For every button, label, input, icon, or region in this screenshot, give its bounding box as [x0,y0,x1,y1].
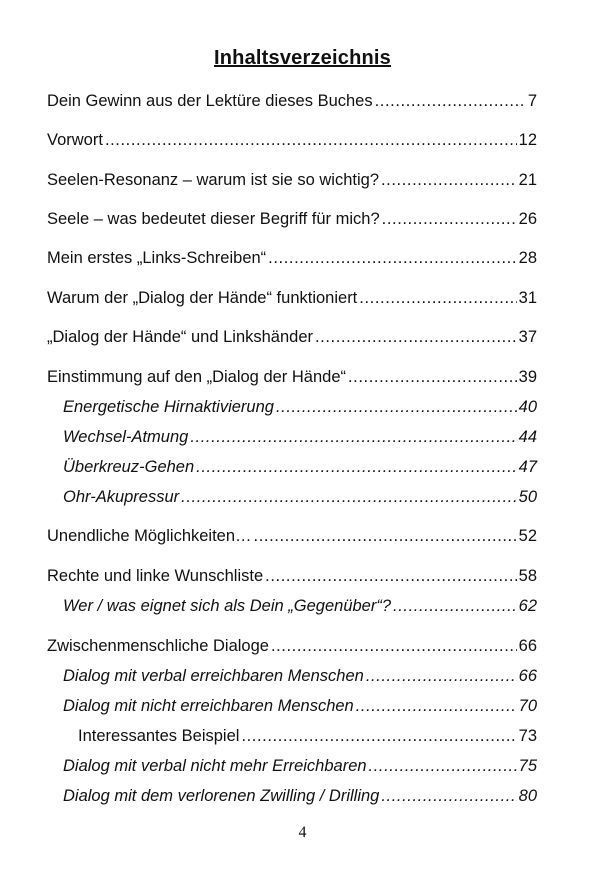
toc-subentry [63,666,537,686]
toc-entry [47,566,537,586]
toc-entry-page: 39 [518,368,537,386]
dot-leader [382,209,517,229]
toc-entry-page: 66 [518,637,537,655]
page-number: 4 [298,824,307,841]
dot-leader [366,666,517,686]
dot-leader [375,91,526,111]
dot-leader [190,427,516,447]
toc-entry-title: Wer / was eignet sich als Dein „Gegenüber“? [63,597,392,615]
toc-entry-title: Dialog mit dem verlorenen Zwilling / Drilling [63,787,380,805]
toc-subentry [63,596,537,616]
toc-subentry [63,696,537,716]
toc-entry-title: Wechsel-Atmung [63,428,189,446]
dot-leader [268,248,516,268]
toc-entry-page: 70 [518,697,537,715]
toc-subsubentry [78,726,537,746]
toc-entry-title: Warum der „Dialog der Hände“ funktioniert [47,289,358,307]
dot-leader [196,457,516,477]
toc-entry-page: 62 [518,597,537,615]
dot-leader [393,596,517,616]
toc-entry-page: 7 [527,92,537,110]
dot-leader [105,130,517,150]
dot-leader [348,367,517,387]
toc-entry [47,526,537,546]
toc-subentry [63,397,537,417]
toc-entry-page: 58 [518,567,537,585]
toc-entry-page: 37 [518,328,537,346]
toc-entry [47,248,537,268]
toc-entry [47,170,537,190]
toc-entry-title: Rechte und linke Wunschliste [47,567,264,585]
toc-entry-title: Einstimmung auf den „Dialog der Hände“ [47,368,346,386]
toc-entry [47,636,537,656]
toc-entry-page: 66 [518,667,537,685]
toc-entry [47,367,537,387]
toc-entry-title: Ohr-Akupressur [63,488,180,506]
dot-leader [271,636,517,656]
toc-entry-page: 47 [518,458,537,476]
toc-entry-title: Seele – was bedeutet dieser Begriff für mich? [47,210,380,228]
dot-leader [381,786,516,806]
dot-leader [381,170,517,190]
toc-subentry [63,487,537,507]
toc-entry-title: Dein Gewinn aus der Lektüre dieses Buches [47,92,373,110]
toc-entry-page: 28 [518,249,537,267]
toc-subentry [63,427,537,447]
toc-entry-page: 31 [518,289,537,307]
dot-leader [181,487,516,507]
toc-entry-title: „Dialog der Hände“ und Linkshänder [47,328,313,346]
toc-entry-page: 40 [518,398,537,416]
toc-entry-title: Seelen-Resonanz – warum ist sie so wichtig? [47,171,379,189]
toc-entry-page: 52 [518,527,537,545]
toc-entry [47,130,537,150]
toc-entry-page: 75 [518,757,537,775]
toc-entry-page: 73 [518,727,537,745]
toc-subentry [63,756,537,776]
dot-leader [265,566,516,586]
toc-entry [47,288,537,308]
toc-entry-page: 26 [518,210,537,228]
toc-entry-title: Dialog mit nicht erreichbaren Menschen [63,697,354,715]
toc-entry-title: Interessantes Beispiel [78,727,240,745]
toc-entry-page: 50 [518,488,537,506]
toc-entry [47,327,537,347]
toc-entry [47,91,537,111]
toc-entry-title: Energetische Hirnaktivierung [63,398,274,416]
dot-leader [254,526,517,546]
dot-leader [369,756,517,776]
toc-subentry [63,786,537,806]
toc-entry-title: Dialog mit verbal erreichbaren Menschen [63,667,364,685]
toc-title: Inhaltsverzeichnis [214,47,391,69]
toc-entry-page: 21 [518,171,537,189]
dot-leader [356,696,517,716]
dot-leader [315,327,517,347]
toc-entry-page: 12 [518,131,537,149]
toc-entry-page: 44 [518,428,537,446]
toc-entry-page: 80 [518,787,537,805]
dot-leader [276,397,517,417]
dot-leader [241,726,516,746]
dot-leader [359,288,516,308]
toc-entry [47,209,537,229]
toc-subentry [63,457,537,477]
toc-entry-title: Dialog mit verbal nicht mehr Erreichbaren [63,757,367,775]
toc-entry-title: Zwischenmenschliche Dialoge [47,637,269,655]
toc-entry-title: Mein erstes „Links-Schreiben“ [47,249,267,267]
toc-entry-title: Vorwort [47,131,103,149]
toc-entry-title: Unendliche Möglichkeiten… [47,527,252,545]
toc-entry-title: Überkreuz-Gehen [63,458,195,476]
